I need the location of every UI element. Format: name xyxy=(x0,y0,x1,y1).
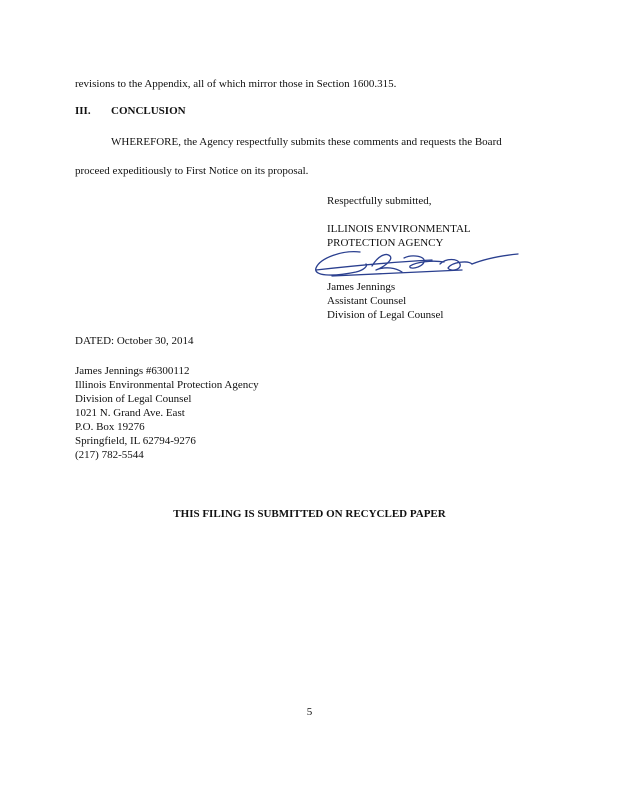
paragraph-line-2: proceed expeditiously to First Notice on its proposal. xyxy=(75,165,309,177)
recycled-paper-notice: THIS FILING IS SUBMITTED ON RECYCLED PAPER xyxy=(173,508,446,520)
org-name-line-2: PROTECTION AGENCY xyxy=(327,237,444,249)
signer-title: Assistant Counsel xyxy=(327,295,407,307)
section-heading: CONCLUSION xyxy=(111,105,186,117)
dated-line: DATED: October 30, 2014 xyxy=(75,335,194,347)
handwritten-signature xyxy=(312,246,524,282)
address-line: 1021 N. Grand Ave. East xyxy=(75,407,185,419)
address-line: James Jennings #6300112 xyxy=(75,365,190,377)
address-line: Springfield, IL 62794-9276 xyxy=(75,435,196,447)
section-number: III. xyxy=(75,105,91,117)
paragraph-line-1: WHEREFORE, the Agency respectfully submits these comments and requests the Board xyxy=(111,136,502,148)
signer-division: Division of Legal Counsel xyxy=(327,309,444,321)
signer-name: James Jennings xyxy=(327,281,396,293)
address-line: P.O. Box 19276 xyxy=(75,421,145,433)
closing-text: Respectfully submitted, xyxy=(327,195,432,207)
page-number: 5 xyxy=(306,706,313,718)
address-line: (217) 782-5544 xyxy=(75,449,144,461)
address-line: Division of Legal Counsel xyxy=(75,393,192,405)
continuation-text: revisions to the Appendix, all of which mirror those in Section 1600.315. xyxy=(75,78,397,90)
address-line: Illinois Environmental Protection Agency xyxy=(75,379,259,391)
org-name-line-1: ILLINOIS ENVIRONMENTAL xyxy=(327,223,471,235)
